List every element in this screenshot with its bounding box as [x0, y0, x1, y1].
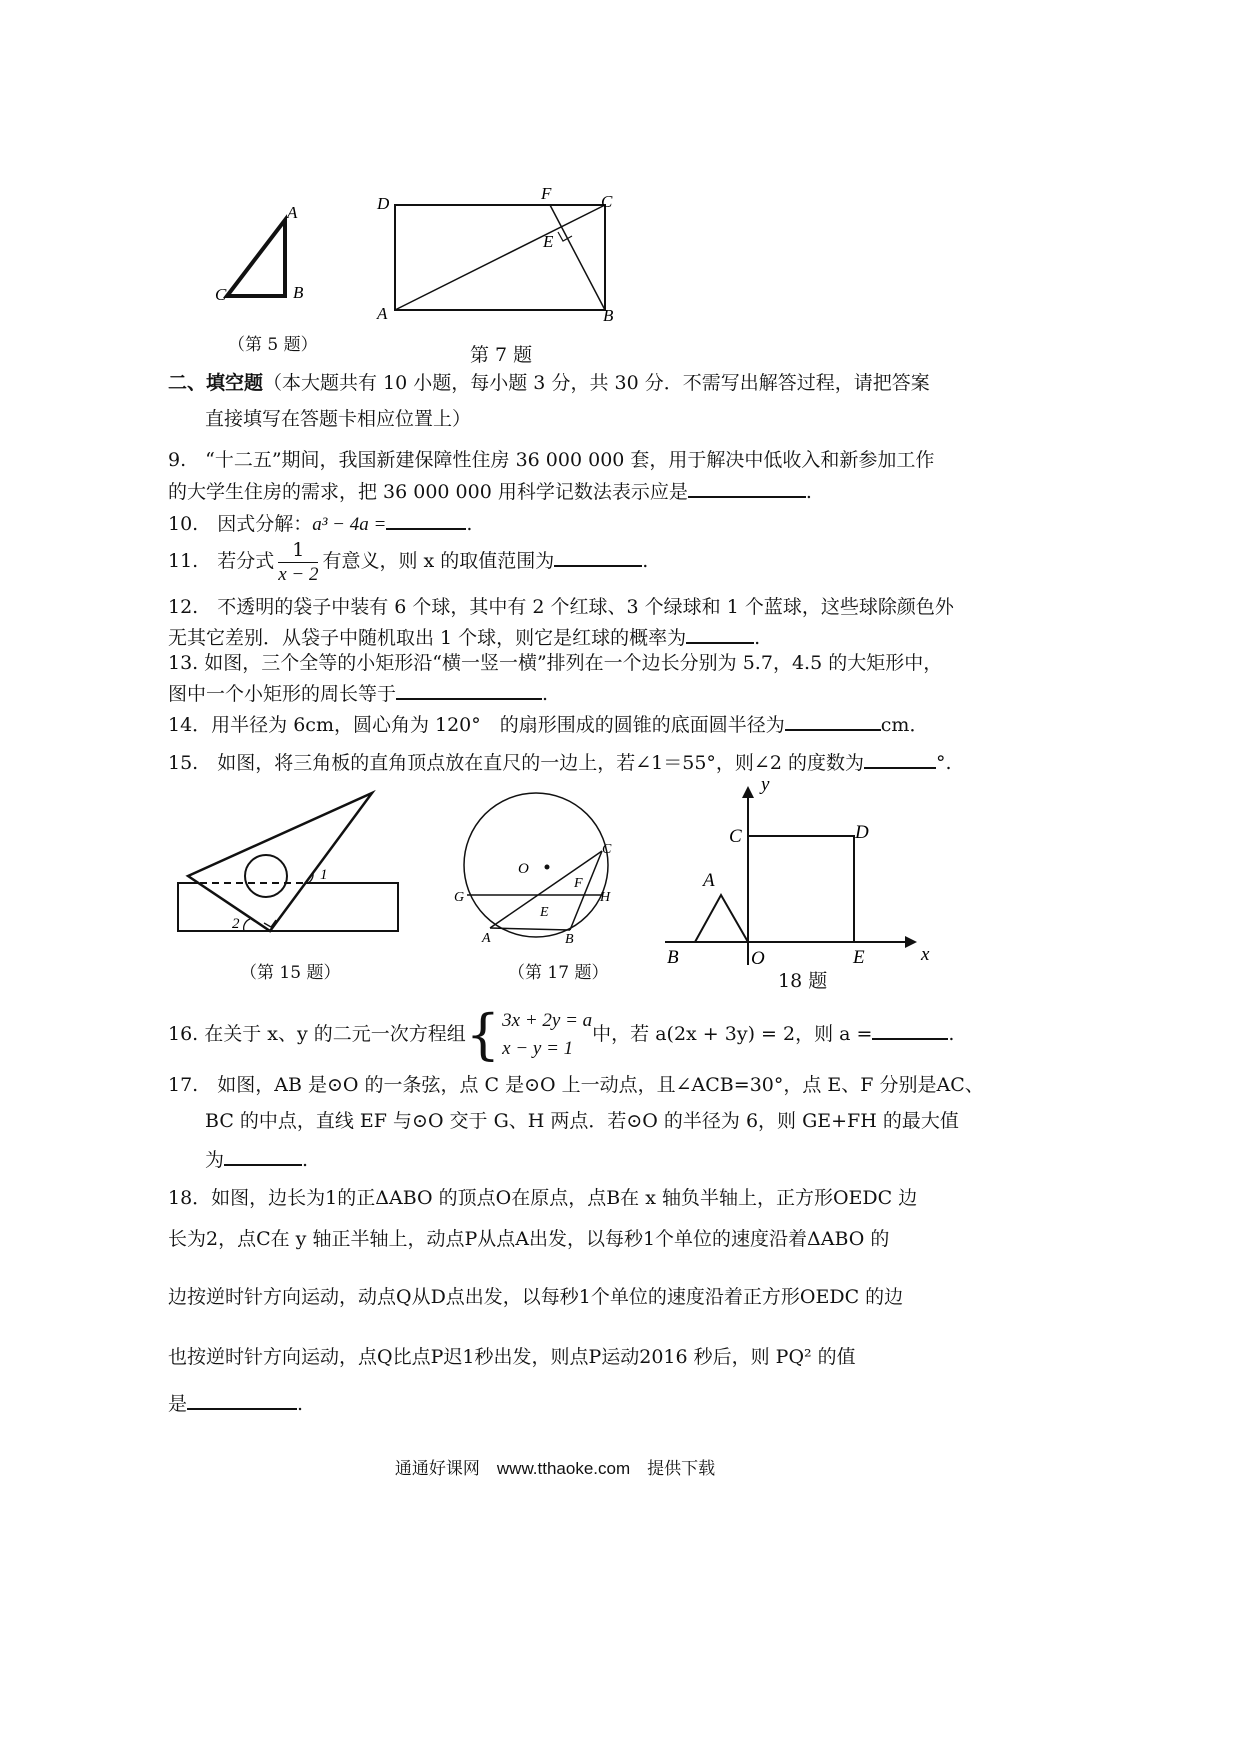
- figure-15-caption: （第 15 题）: [240, 963, 341, 983]
- label-d: D: [377, 194, 390, 213]
- label-d: D: [855, 822, 869, 843]
- q11-denominator: x − 2: [278, 563, 319, 585]
- q18-line4: 也按逆时针方向运动，点Q比点P迟1秒出发，则点P运动2016 秒后，则 PQ² 的值: [168, 1346, 856, 1368]
- q9-text: 的大学生住房的需求，把 36 000 000 用科学记数法表示应是: [168, 481, 688, 503]
- q14-answer-blank[interactable]: [785, 709, 881, 731]
- q16-eq2: x − y = 1: [502, 1038, 574, 1059]
- q18-line1: 18．如图，边长为1的正ΔABO 的顶点O在原点，点B在 x 轴负半轴上，正方形OEDC 边: [168, 1187, 918, 1209]
- q13-answer-blank[interactable]: [396, 678, 542, 700]
- q10-answer-blank[interactable]: [386, 508, 466, 530]
- q9-line1: 9. “十二五”期间，我国新建保障性住房 36 000 000 套，用于解决中低收入和新参加工作: [168, 449, 935, 471]
- center-dot: [545, 865, 550, 870]
- figure-7: [375, 185, 635, 325]
- square-oedc: [748, 836, 854, 942]
- figure-15: [170, 785, 410, 945]
- diagonal-ac: [395, 205, 605, 310]
- q12-answer-blank[interactable]: [686, 622, 754, 644]
- label-b: B: [603, 306, 614, 325]
- label-a: A: [703, 870, 715, 891]
- y-axis-arrow: [742, 786, 754, 798]
- figure-17: [450, 785, 625, 950]
- label-e: E: [540, 905, 549, 920]
- label-c: C: [729, 826, 742, 847]
- q18-text: 是: [168, 1393, 188, 1415]
- triangle-abc: [227, 220, 285, 296]
- section-2-heading-line1: [168, 370, 930, 396]
- chord-ab: [490, 928, 570, 930]
- label-f: F: [574, 876, 583, 891]
- figure-5-caption: （第 5 题）: [228, 335, 318, 355]
- q13-end: .: [542, 683, 549, 705]
- label-b: B: [293, 283, 304, 302]
- q17-line1: 17. 如图，AB 是⊙O 的一条弦，点 C 是⊙O 上一动点，且∠ACB=30°，点 E、F 分别是AC、: [168, 1074, 984, 1096]
- q16-mid: 中，若 a(2x + 3y) = 2，则 a =: [592, 1023, 873, 1045]
- q16-prefix: 16. 在关于 x、y 的二元一次方程组: [168, 1023, 466, 1045]
- q17-answer-blank[interactable]: [224, 1144, 302, 1166]
- q16-end: .: [948, 1023, 955, 1045]
- q10-prefix: 10. 因式分解：: [168, 513, 313, 535]
- label-b: B: [565, 932, 574, 947]
- label-o: O: [518, 861, 529, 877]
- label-a: A: [377, 304, 388, 323]
- q14-end: cm．: [880, 714, 929, 736]
- q12-line2: [168, 622, 760, 651]
- q12-line1: 12. 不透明的袋子中装有 6 个球，其中有 2 个红球、3 个绿球和 1 个蓝球，这些球除颜色外: [168, 596, 954, 618]
- label-a: A: [287, 203, 298, 222]
- q18-line2: 长为2，点C在 y 轴正半轴上，动点P从点A出发，以每秒1个单位的速度沿着ΔABO 的: [168, 1228, 890, 1250]
- label-y: y: [761, 774, 770, 795]
- q18-line3: 边按逆时针方向运动，动点Q从D点出发，以每秒1个单位的速度沿着正方形OEDC 的边: [168, 1286, 904, 1308]
- q12-end: .: [754, 627, 761, 649]
- q9-end: .: [805, 481, 812, 503]
- section-2-desc-1: （本大题共有 10 小题，每小题 3 分，共 30 分．不需写出解答过程，请把答案: [263, 372, 930, 394]
- q16-eq1: 3x + 2y = a: [502, 1010, 593, 1031]
- q13-text: 图中一个小矩形的周长等于: [168, 683, 397, 705]
- label-h: H: [600, 890, 611, 905]
- label-c: C: [601, 192, 613, 211]
- figure-18: [655, 770, 945, 975]
- q11-fraction: [278, 538, 318, 587]
- triangle-abo: [695, 895, 748, 942]
- label-e: E: [853, 947, 865, 968]
- equation-system-brace: {: [465, 1003, 501, 1066]
- segment-fb: [550, 205, 605, 310]
- section-2-desc-2: 直接填写在答题卡相应位置上）: [205, 408, 472, 430]
- set-square: [188, 793, 372, 931]
- angle-2-label: 2: [232, 916, 240, 932]
- q15-answer-blank[interactable]: [864, 747, 936, 769]
- label-x: x: [921, 944, 930, 965]
- angle-1-label: 1: [320, 867, 328, 883]
- figure-17-caption: （第 17 题）: [508, 963, 609, 983]
- page-footer: 通通好课网 www.tthaoke.com 提供下载: [394, 1459, 716, 1478]
- q9-line2: [168, 476, 812, 505]
- q14-text: 14．用半径为 6cm，圆心角为 120° 的扇形围成的圆锥的底面圆半径为: [168, 714, 785, 736]
- q17-text: 为: [205, 1149, 225, 1171]
- q11-prefix: 11. 若分式: [168, 550, 275, 572]
- q10-expr: a³ − 4a =: [312, 514, 387, 535]
- section-2-title: 二、填空题: [168, 372, 264, 394]
- q16: [168, 1002, 954, 1066]
- label-f: F: [541, 185, 552, 203]
- q9-answer-blank[interactable]: [688, 476, 806, 498]
- q16-answer-blank[interactable]: [872, 1018, 948, 1040]
- q17-line3: [205, 1144, 308, 1173]
- circle-o: [464, 793, 608, 937]
- angle-2-arc: [244, 919, 250, 931]
- q18-line5: [168, 1388, 303, 1417]
- q11-answer-blank[interactable]: [554, 545, 642, 567]
- q13-line1: 13. 如图，三个全等的小矩形沿“横一竖一横”排列在一个边长分别为 5.7，4.5 的大矩形中，: [168, 652, 943, 674]
- label-c: C: [215, 285, 227, 304]
- q17-end: .: [302, 1149, 309, 1171]
- q11-numerator: 1: [278, 538, 318, 563]
- label-b: B: [667, 947, 679, 968]
- label-g: G: [454, 890, 465, 905]
- q13-line2: [168, 678, 548, 707]
- q18-end: .: [297, 1393, 304, 1415]
- equation-system: [502, 1007, 592, 1063]
- q11-end: .: [642, 550, 649, 572]
- figure-5: [215, 200, 325, 320]
- label-c: C: [602, 842, 612, 857]
- label-a: A: [482, 931, 491, 946]
- q14: [168, 709, 928, 738]
- q12-text: 无其它差别．从袋子中随机取出 1 个球，则它是红球的概率为: [168, 627, 687, 649]
- q18-answer-blank[interactable]: [187, 1388, 297, 1410]
- q15-end: °.: [935, 752, 952, 774]
- label-o: O: [751, 948, 765, 969]
- figure-18-caption: 18 题: [778, 970, 828, 992]
- q10-end: .: [466, 513, 473, 535]
- figure-7-caption: 第 7 题: [470, 344, 533, 366]
- q17-line2: BC 的中点，直线 EF 与⊙O 交于 G、H 两点．若⊙O 的半径为 6，则 GE+FH 的最大值: [205, 1110, 959, 1132]
- q11-mid: 有意义，则 x 的取值范围为: [322, 550, 555, 572]
- q11: [168, 534, 648, 588]
- x-axis-arrow: [905, 936, 917, 948]
- label-e: E: [543, 232, 554, 251]
- q15-text: 15. 如图，将三角板的直角顶点放在直尺的一边上，若∠1＝55°，则∠2 的度数为: [168, 752, 864, 774]
